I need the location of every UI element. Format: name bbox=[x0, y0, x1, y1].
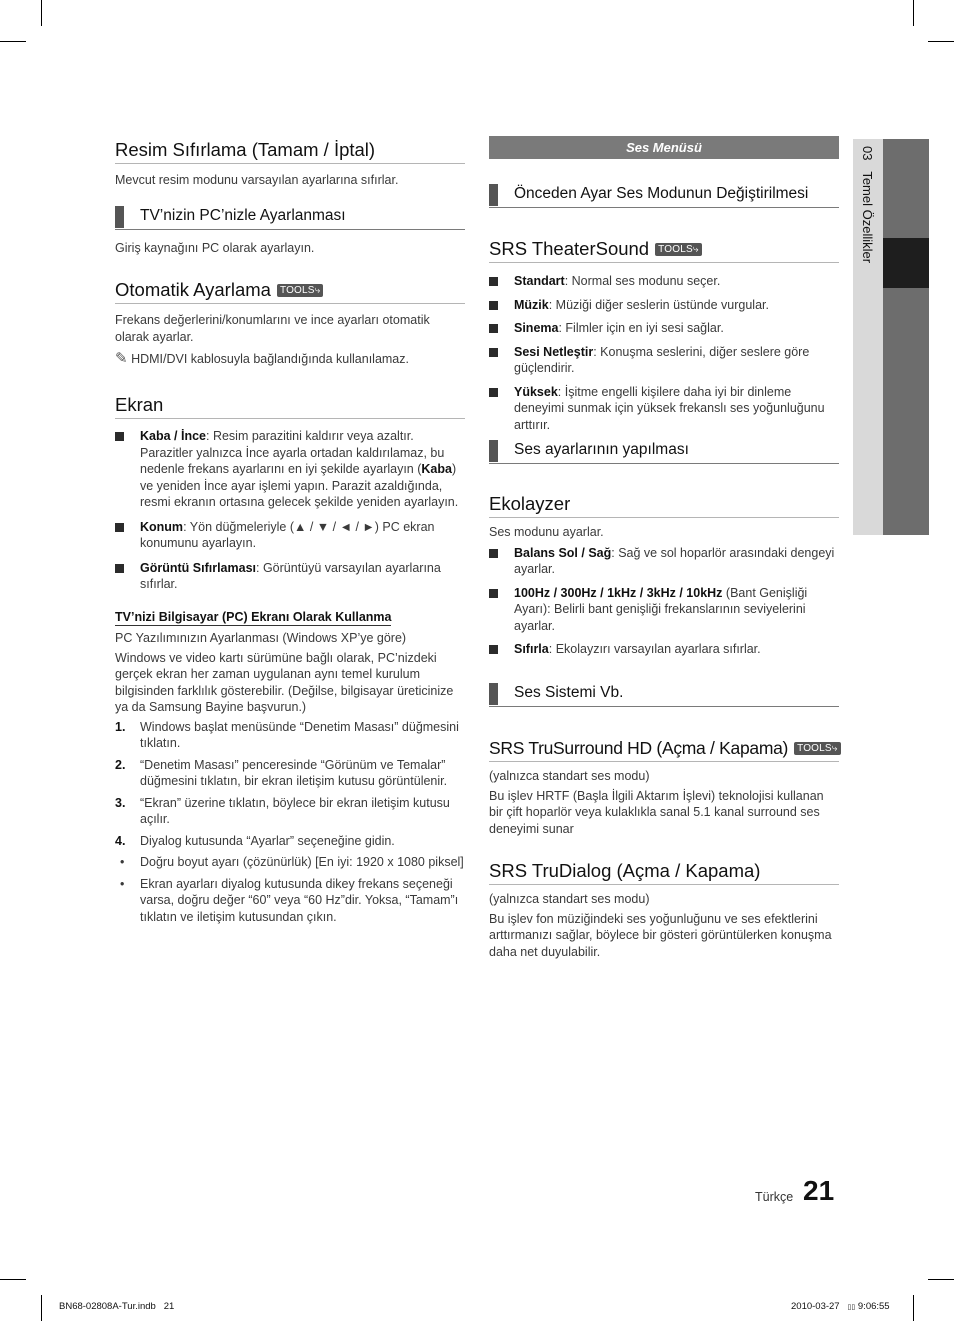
section-ses-ayarlari bbox=[489, 440, 839, 464]
section-note: (yalnızca standart ses modu) bbox=[489, 769, 650, 783]
section-text: Frekans değerlerini/konumlarını ve ince ayarları otomatik olarak ayarlar. bbox=[115, 313, 430, 344]
note: ✎ HDMI/DVI kablosuyla bağlandığında kullanılamaz. bbox=[115, 350, 409, 367]
list-item: Sesi Netleştir: Konuşma seslerini, diğer seslere göre güçlendirir. bbox=[489, 344, 839, 377]
section-resim-sifirlama bbox=[115, 139, 465, 189]
list-item: Sinema: Filmler için en iyi sesi sağlar. bbox=[489, 320, 839, 337]
list-item: Müzik: Müziği diğer seslerin üstünde vurgular. bbox=[489, 297, 839, 314]
chapter-tab-block bbox=[883, 288, 929, 535]
tools-badge: TOOLS⤷ bbox=[794, 742, 841, 755]
section-title: Resim Sıfırlama (Tamam / İptal) bbox=[115, 139, 465, 164]
crop-mark bbox=[0, 1279, 26, 1280]
section-subtitle: PC Yazılımınızın Ayarlanması (Windows XP’ye göre) bbox=[115, 631, 407, 645]
section-title: Otomatik Ayarlama TOOLS⤷ bbox=[115, 279, 465, 304]
list-item: Sıfırla: Ekolayzırı varsayılan ayarlara sıfırlar. bbox=[489, 641, 839, 658]
crop-mark bbox=[928, 41, 954, 42]
section-otomatik-ayarlama bbox=[115, 279, 465, 368]
list-item: Standart: Normal ses modunu seçer. bbox=[489, 273, 839, 290]
section-title: Ekran bbox=[115, 394, 465, 419]
footer-file: BN68-02808A-Tur.indb 21 bbox=[59, 1301, 175, 1312]
section-text: Giriş kaynağını PC olarak ayarlayın. bbox=[115, 241, 315, 255]
section-banner bbox=[489, 136, 839, 159]
chapter-label: 03 Temel Özellikler bbox=[860, 146, 875, 264]
crop-mark bbox=[913, 1295, 914, 1321]
subsection-title: Ses Sistemi Vb. bbox=[489, 683, 839, 707]
list-item: 100Hz / 300Hz / 1kHz / 3kHz / 10kHz (Bant Genişliği Ayarı): Belirli bant genişliği frekanslarının seviyelerini ayarlar. bbox=[489, 585, 839, 635]
section-title: Ekolayzer bbox=[489, 493, 839, 518]
step-item: 2. “Denetim Masası” penceresinde “Görünüm ve Temalar” düğmesini tıklatın, bir ekran iletişim kutusu görüntülenir. bbox=[115, 757, 448, 788]
tools-badge: TOOLS⤷ bbox=[655, 243, 702, 256]
section-title: SRS TruDialog (Açma / Kapama) bbox=[489, 860, 839, 885]
section-text: Mevcut resim modunu varsayılan ayarlarına sıfırlar. bbox=[115, 173, 399, 187]
bullet-item: • Doğru boyut ayarı (çözünürlük) [En iyi: 1920 x 1080 piksel] bbox=[120, 855, 464, 869]
section-title: SRS TruSurround HD (Açma / Kapama) TOOLS⤷ bbox=[489, 737, 839, 762]
page-number: 21 bbox=[803, 1175, 835, 1206]
section-ekolayzer bbox=[489, 493, 839, 658]
bullet-item: • Ekran ayarları diyalog kutusunda dikey frekans seçeneği varsa, doğru değer “60” veya “60 Hz”dir. Yoksa, “Tamam”ı tıklatın ve iletişim kutusundan çıkın. bbox=[120, 876, 459, 924]
section-ekran bbox=[115, 394, 465, 593]
section-srs-theatersound bbox=[489, 238, 839, 433]
tools-badge: TOOLS⤷ bbox=[277, 284, 324, 297]
section-text: Bu işlev HRTF (Başla İlgili Aktarım İşlevi) teknolojisi kullanan bir çift hoparlör veya kulaklıkla sanal 5.1 kanal surround ses deneyimi sunar bbox=[489, 788, 824, 836]
list-item: Konum: Yön düğmeleriyle (▲ / ▼ / ◄ / ►) PC ekran konumunu ayarlayın. bbox=[115, 519, 465, 552]
crop-mark bbox=[913, 0, 914, 26]
list-item: Balans Sol / Sağ: Sağ ve sol hoparlör arasındaki dengeyi ayarlar. bbox=[489, 545, 839, 578]
crop-mark bbox=[41, 0, 42, 26]
chapter-tab-active bbox=[883, 238, 929, 288]
list-item: Görüntü Sıfırlaması: Görüntüyü varsayılan ayarlarına sıfırlar. bbox=[115, 560, 465, 593]
list-item: Kaba / İnce: Resim parazitini kaldırır veya azaltır. Parazitler yalnızca İnce ayarla ortadan kaldırılamaz, bu nedenle frekans ayarlarını en iyi şekilde ayarlayın (Kaba) ve yeniden İnce ayar işlemi yapın. Parazit azaldığında, resmi ekranın ortasına gelecek şekilde yeniden ayarlayın. bbox=[115, 428, 465, 511]
list-item: Yüksek: İşitme engelli kişilere daha iyi bir dinleme deneyimi sunmak için yüksek frekanslı ses yoğunluğunu arttırır. bbox=[489, 384, 839, 434]
subsection-title: Önceden Ayar Ses Modunun Değiştirilmesi bbox=[489, 184, 839, 208]
note-icon: ✎ bbox=[115, 350, 128, 367]
crop-mark bbox=[41, 1295, 42, 1321]
section-text: Bu işlev fon müziğindeki ses yoğunluğunu ve ses efektlerini arttırmanızı sağlar, böylece bir gösteri görüntülerken konuşma daha net duyulabilir. bbox=[489, 911, 832, 959]
subsection-title: TV’nizi Bilgisayar (PC) Ekranı Olarak Kullanma bbox=[115, 610, 392, 624]
crop-mark bbox=[928, 1279, 954, 1280]
section-pc-ayar bbox=[115, 206, 465, 257]
section-srs-trudialog bbox=[489, 860, 839, 960]
section-ses-modu bbox=[489, 184, 839, 208]
section-pc-ekrani bbox=[115, 608, 465, 925]
footer-timestamp: 2010-03-27 ▯▯ 9:06:55 bbox=[791, 1301, 890, 1312]
section-text: Windows ve video kartı sürümüne bağlı olarak, PC’nizdeki gerçek ekran her zaman uygulanan aynı temel kurulum bilgisinden farklılık gösterebilir. (Değilse, bilgisayar üreticinize ya da Samsung Bayine başvurun.) bbox=[115, 650, 454, 714]
step-item: 1. Windows başlat menüsünde “Denetim Masası” düğmesini tıklatın. bbox=[115, 719, 459, 750]
crop-mark bbox=[0, 41, 26, 42]
subsection-title: TV’nizin PC’nizle Ayarlanması bbox=[115, 206, 465, 230]
step-item: 4. Diyalog kutusunda “Ayarlar” seçeneğine gidin. bbox=[115, 833, 395, 848]
section-title: SRS TheaterSound TOOLS⤷ bbox=[489, 238, 839, 263]
section-srs-trusurround bbox=[489, 737, 839, 837]
section-ses-sistemi bbox=[489, 683, 839, 707]
section-note: (yalnızca standart ses modu) bbox=[489, 892, 650, 906]
step-item: 3. “Ekran” üzerine tıklatın, böylece bir ekran iletişim kutusu açılır. bbox=[115, 795, 450, 826]
section-text: Ses modunu ayarlar. bbox=[489, 525, 604, 539]
chapter-tab-block bbox=[883, 139, 929, 238]
subsection-title: Ses ayarlarının yapılması bbox=[489, 440, 839, 464]
menu-banner: Ses Menüsü bbox=[489, 136, 839, 159]
page-language: Türkçe bbox=[755, 1190, 794, 1204]
